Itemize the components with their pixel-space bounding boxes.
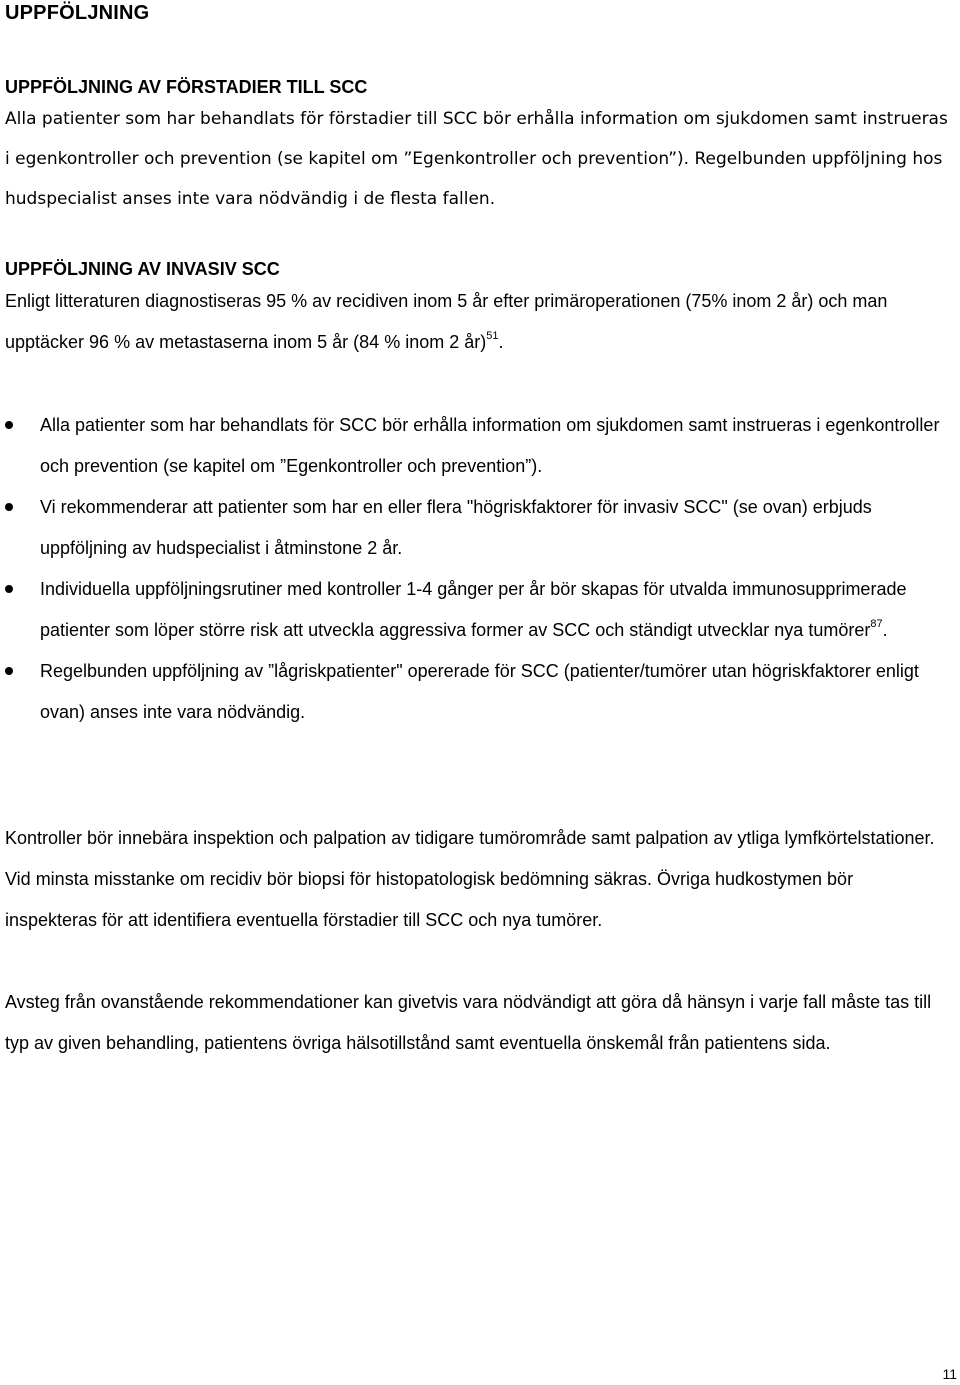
reference-number: 87 [870,618,883,630]
list-item [0,405,950,487]
list-item [0,487,950,569]
reference-number: 51 [486,330,499,342]
section-text-invasive [5,281,950,363]
bullet-icon [5,421,13,429]
page-number: 11 [942,1366,957,1382]
bullet-icon [5,667,13,675]
list-item-text: Regelbunden uppföljning av ”lågriskpatienter" opererade för SCC (patienter/tumörer utan högriskfaktorer enligt ovan) anses inte vara nödvändig. [40,661,919,722]
list-item-text: Vi rekommenderar att patienter som har en eller flera "högriskfaktorer för invasiv SCC" (se ovan) erbjuds uppföljning av hudspecialist i åtminstone 2 år. [40,497,872,558]
recommendation-list [0,405,950,733]
section-text-invasive-body: Enligt litteraturen diagnostiseras 95 % av recidiven inom 5 år efter primäroperationen (75% inom 2 år) och man upptäcker 96 % av metastaserna inom 5 år (84 % inom 2 år) [5,291,888,352]
bullet-icon [5,503,13,511]
list-item [0,651,950,733]
section-text-precursors: Alla patienter som har behandlats för förstadier till SCC bör erhålla information om sjukdomen samt instrueras i egenkontroller och prevention (se kapitel om ”Egenkontroller och prevention”). Regelbunden uppföljning hos hudspecialist anses inte vara nödvändig i de flesta fallen. [5,109,948,209]
section-title-invasive: UPPFÖLJNING AV INVASIV SCC [5,259,280,279]
list-item-text: Individuella uppföljningsrutiner med kontroller 1-4 gånger per år bör skapas för utvalda immunosupprimerade patienter som löper större risk att utveckla aggressiva former av SCC och ständigt utvecklar nya tumörer [40,579,907,640]
bullet-icon [5,585,13,593]
paragraph-deviation: Avsteg från ovanstående rekommendationer kan givetvis vara nödvändigt att göra då hänsyn i varje fall måste tas till typ av given behandling, patientens övriga hälsotillstånd samt eventuella önskemål från patientens sida. [5,992,932,1053]
sentence-end: . [882,620,888,640]
section-title-precursors: UPPFÖLJNING AV FÖRSTADIER TILL SCC [5,77,368,97]
page-heading: UPPFÖLJNING [5,2,150,24]
list-item [0,569,950,651]
list-item-text: Alla patienter som har behandlats för SCC bör erhålla information om sjukdomen samt instrueras i egenkontroller och prevention (se kapitel om ”Egenkontroller och prevention”). [40,415,940,476]
paragraph-controls: Kontroller bör innebära inspektion och palpation av tidigare tumörområde samt palpation av ytliga lymfkörtelstationer. Vid minsta misstanke om recidiv bör biopsi för histopatologisk bedömning säkras. Övriga hudkostymen bör inspekteras för att identifiera eventuella förstadier till SCC och nya tumörer. [5,828,935,930]
sentence-end: . [498,332,504,352]
